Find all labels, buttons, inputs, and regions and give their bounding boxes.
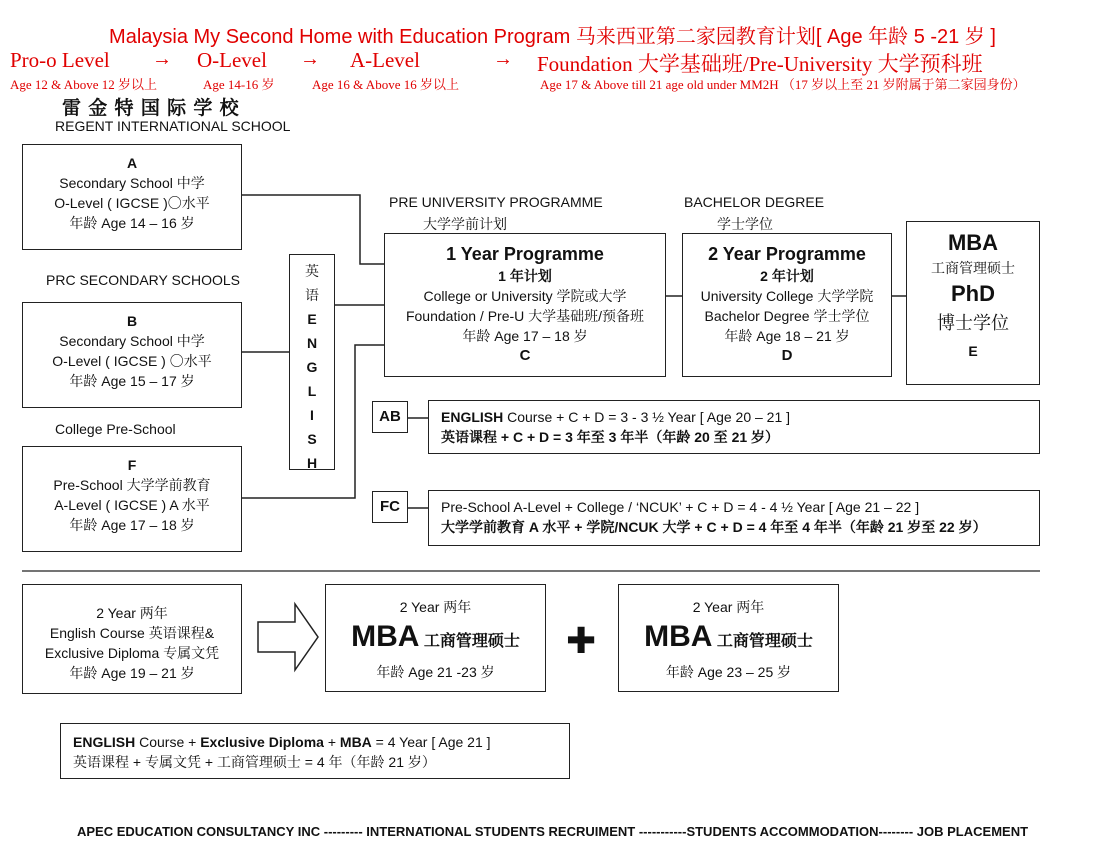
summary-mba: MBA xyxy=(339,734,372,750)
box-line: 年龄 Age 17 – 18 岁 xyxy=(462,328,588,344)
box-mba-cn: 工商管理硕士 xyxy=(419,633,520,650)
box-subtitle: 1 年计划 xyxy=(498,268,552,284)
box-line: 年龄 Age 21 -23 岁 xyxy=(376,664,495,680)
box-mba: MBA xyxy=(351,620,420,653)
box-line: 年龄 Age 19 – 21 岁 xyxy=(69,665,195,681)
ab-line2: 英语课程 + C + D = 3 年至 3 年半（年龄 20 至 21 岁） xyxy=(441,429,780,445)
box-b-secondary-school xyxy=(22,302,242,408)
box-line: Bachelor Degree 学士学位 xyxy=(704,308,870,324)
box-mba-cn: 工商管理硕士 xyxy=(712,633,813,650)
box-title: 1 Year Programme xyxy=(446,244,604,264)
english-letter: L xyxy=(307,383,317,399)
ab-summary xyxy=(428,400,1040,454)
pre-uni-label-en: PRE UNIVERSITY PROGRAMME xyxy=(389,194,603,210)
summary-line2: 英语课程 + 专属文凭 + 工商管理硕士 = 4 年（年龄 21 岁） xyxy=(73,754,436,770)
fc-tag: FC xyxy=(372,491,408,523)
box-a-secondary-school xyxy=(22,144,242,250)
box-line: Secondary School 中学 xyxy=(59,175,205,191)
english-cn-char: 语 xyxy=(305,287,319,303)
box-line: English Course 英语课程& xyxy=(49,625,215,641)
ab-tag: AB xyxy=(372,401,408,433)
school-name-cn: 雷 金 特 国 际 学 校 xyxy=(62,98,240,119)
summary-text: + xyxy=(323,734,340,750)
box-line: University College 大学学院 xyxy=(700,288,874,304)
box-line: Pre-School 大学学前教育 xyxy=(53,477,211,493)
english-letter: E xyxy=(307,311,317,327)
english-letter: S xyxy=(307,431,317,447)
english-letter: I xyxy=(310,407,314,423)
box-e-mba-phd xyxy=(906,221,1040,385)
summary-box xyxy=(60,723,570,779)
box-line: Exclusive Diploma 专属文凭 xyxy=(44,645,220,661)
box-letter: D xyxy=(781,347,793,364)
pre-uni-label-cn: 大学学前计划 xyxy=(423,216,507,232)
box-line: O-Level ( IGCSE ) 〇水平 xyxy=(52,353,212,369)
english-cn-char: 英 xyxy=(305,263,319,279)
bachelor-label-cn: 学士学位 xyxy=(717,216,773,232)
summary-text: = 4 Year [ Age 21 ] xyxy=(371,734,491,750)
bachelor-label-en: BACHELOR DEGREE xyxy=(684,194,825,210)
fc-line2: 大学学前教育 A 水平 + 学院/NCUK 大学 + C + D = 4 年至 4 年半（年龄 21 岁至 22 岁） xyxy=(441,519,987,535)
box-f-pre-school xyxy=(22,446,242,552)
box-line: 年龄 Age 23 – 25 岁 xyxy=(665,664,792,680)
box-letter: C xyxy=(519,347,531,364)
arrow-right-icon xyxy=(258,604,318,670)
box-mba: MBA xyxy=(947,230,999,255)
english-column xyxy=(289,254,335,470)
summary-text: Course + xyxy=(135,734,201,750)
ab-line1 xyxy=(441,407,1039,427)
box-line: 年龄 Age 14 – 16 岁 xyxy=(69,215,195,231)
box-phd: PhD xyxy=(951,281,995,306)
level-o: O-Level xyxy=(197,48,267,72)
ab-english: ENGLISH xyxy=(441,409,504,425)
summary-diploma: Exclusive Diploma xyxy=(200,734,324,750)
box-mba-line xyxy=(619,617,838,662)
box-line: 2 Year 两年 xyxy=(692,599,765,615)
footer: APEC EDUCATION CONSULTANCY INC --------- INTERNATIONAL STUDENTS RECRUIMENT -----------STUDENTS ACCOMMODATION-------- JOB PLACEMENT xyxy=(76,824,1029,839)
english-letter: N xyxy=(306,335,318,351)
ab-line1-rest: Course + C + D = 3 - 3 ½ Year [ Age 20 – 21 ] xyxy=(503,409,791,425)
box-phd-cn: 博士学位 xyxy=(937,313,1009,333)
level-a: A-Level xyxy=(350,48,420,72)
summary-line1 xyxy=(73,732,569,752)
box-mba: MBA xyxy=(644,620,713,653)
school-name-en: REGENT INTERNATIONAL SCHOOL xyxy=(55,118,291,134)
box-letter: A xyxy=(126,155,138,171)
prc-label: PRC SECONDARY SCHOOLS xyxy=(46,272,240,288)
box-subtitle: 2 年计划 xyxy=(760,268,814,284)
level-age-o: Age 14-16 岁 xyxy=(203,77,275,92)
box-english-diploma xyxy=(22,584,242,694)
english-letter: H xyxy=(306,455,318,471)
box-c-pre-university xyxy=(384,233,666,377)
fc-summary xyxy=(428,490,1040,546)
box-line: O-Level ( IGCSE )〇水平 xyxy=(54,195,210,211)
box-letter: B xyxy=(126,313,138,329)
box-line: 2 Year 两年 xyxy=(399,599,472,615)
box-title: 2 Year Programme xyxy=(708,244,866,264)
box-line: College or University 学院或大学 xyxy=(423,288,627,304)
summary-english: ENGLISH xyxy=(73,734,136,750)
box-line: 2 Year 两年 xyxy=(96,605,168,621)
box-line: A-Level ( IGCSE ) A 水平 xyxy=(54,497,210,513)
box-d-bachelor xyxy=(682,233,892,377)
fc-line1: Pre-School A-Level + College / ‘NCUK’ + C + D = 4 - 4 ½ Year [ Age 21 – 22 ] xyxy=(441,499,920,515)
plus-icon: ✚ xyxy=(566,620,597,661)
arrow-icon: → xyxy=(493,48,513,70)
box-line: Secondary School 中学 xyxy=(59,333,205,349)
box-mba-1 xyxy=(325,584,546,692)
level-pro-o: Pro-o Level xyxy=(10,48,110,72)
box-letter: E xyxy=(968,343,978,359)
level-age-pro-o: Age 12 & Above 12 岁以上 xyxy=(10,77,157,92)
box-line: 年龄 Age 15 – 17 岁 xyxy=(69,373,195,389)
english-letter: G xyxy=(306,359,318,375)
arrow-icon: → xyxy=(300,48,320,70)
box-line: 年龄 Age 17 – 18 岁 xyxy=(69,517,195,533)
level-age-a: Age 16 & Above 16 岁以上 xyxy=(312,77,459,92)
level-foundation: Foundation 大学基础班/Pre-University 大学预科班 xyxy=(537,52,983,76)
box-mba-cn: 工商管理硕士 xyxy=(931,260,1015,276)
box-line: Foundation / Pre-U 大学基础班/预备班 xyxy=(405,308,645,324)
box-line: 年龄 Age 18 – 21 岁 xyxy=(724,328,850,344)
college-label: College Pre-School xyxy=(55,421,176,437)
box-mba-line xyxy=(326,617,545,662)
level-age-foundation: Age 17 & Above till 21 age old under MM2H （17 岁以上至 21 岁附属于第二家园身份） xyxy=(540,77,1026,92)
box-letter: F xyxy=(127,457,137,473)
page-title: Malaysia My Second Home with Education Program 马来西亚第二家园教育计划[ Age 年龄 5 -21 岁 ] xyxy=(109,26,996,48)
box-mba-2 xyxy=(618,584,839,692)
arrow-icon: → xyxy=(152,48,172,70)
